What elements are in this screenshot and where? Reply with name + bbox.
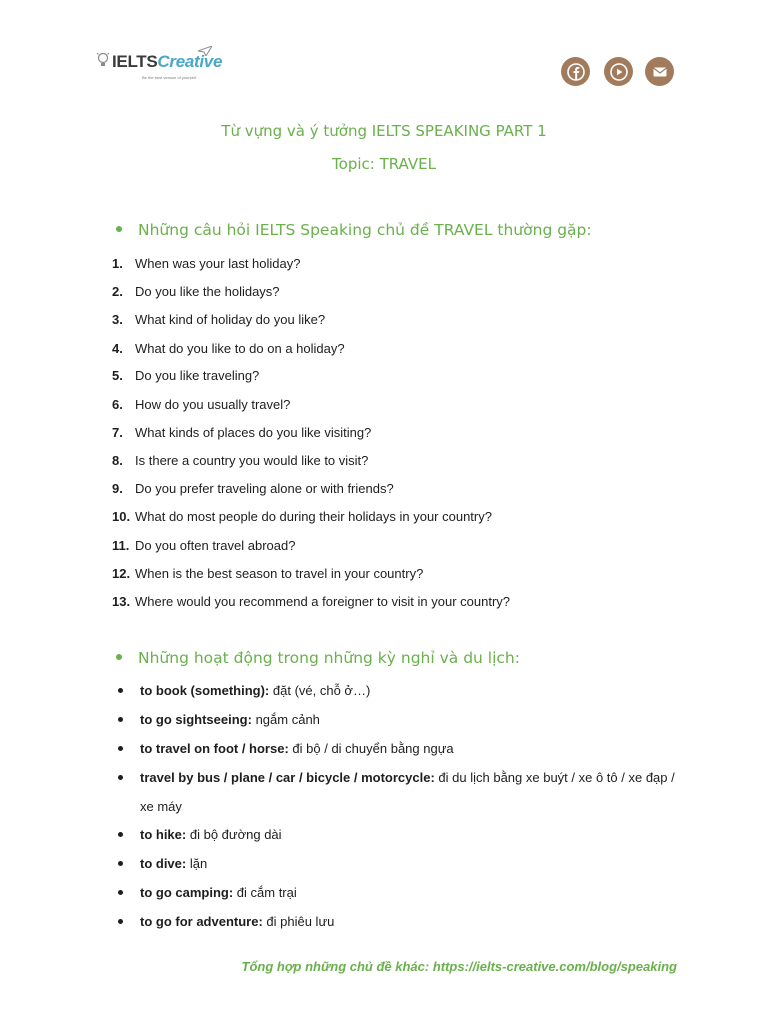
lightbulb-icon <box>96 52 110 68</box>
question-text: What do most people do during their holidays in your country? <box>135 509 492 524</box>
question-number: 3. <box>112 312 123 327</box>
question-item <box>112 481 394 496</box>
mail-button[interactable] <box>645 57 674 86</box>
vocab-term: to hike: <box>140 827 187 842</box>
question-item <box>112 341 345 356</box>
question-text: When is the best season to travel in your country? <box>135 566 424 581</box>
question-item <box>112 453 368 468</box>
question-number: 9. <box>112 481 123 496</box>
question-item <box>112 284 280 299</box>
question-number: 4. <box>112 341 123 356</box>
youtube-icon <box>610 63 628 81</box>
bullet-icon <box>116 654 122 660</box>
logo-tagline: Be the best version of yourself <box>142 75 196 80</box>
question-number: 10. <box>112 509 131 524</box>
question-item <box>112 256 300 271</box>
vocab-item <box>116 820 676 849</box>
question-number: 1. <box>112 256 123 271</box>
vocab-item <box>116 734 676 763</box>
logo-brand: IELTS <box>112 52 158 71</box>
vocab-term: to go for adventure: <box>140 914 263 929</box>
question-text: What do you like to do on a holiday? <box>135 341 345 356</box>
question-text: How do you usually travel? <box>135 397 291 412</box>
paper-plane-icon <box>198 46 212 56</box>
document-title: Từ vựng và ý tưởng IELTS SPEAKING PART 1 <box>221 122 547 140</box>
vocab-item <box>116 878 676 907</box>
question-text: Do you prefer traveling alone or with friends? <box>135 481 394 496</box>
bullet-icon <box>118 746 123 751</box>
footer-link[interactable]: Tổng hợp những chủ đề khác: https://ielts-creative.com/blog/speaking <box>241 959 677 974</box>
vocab-item <box>116 705 676 734</box>
question-number: 7. <box>112 425 123 440</box>
vocab-term: to travel on foot / horse: <box>140 741 289 756</box>
question-number: 8. <box>112 453 123 468</box>
question-number: 12. <box>112 566 131 581</box>
bullet-icon <box>116 226 122 232</box>
question-item <box>112 566 423 581</box>
vocab-term: to book (something): <box>140 683 270 698</box>
vocab-meaning: đặt (vé, chỗ ở…) <box>272 683 371 698</box>
question-number: 6. <box>112 397 123 412</box>
vocab-meaning: đi bộ / di chuyển bằng ngựa <box>292 741 454 756</box>
activities-heading-text: Những hoạt động trong những kỳ nghỉ và du lịch: <box>138 649 520 667</box>
vocab-meaning: đi bộ đường dài <box>189 827 282 842</box>
bullet-icon <box>118 890 123 895</box>
question-text: Do you like the holidays? <box>135 284 280 299</box>
question-text: Do you like traveling? <box>135 368 260 383</box>
question-item <box>112 397 290 412</box>
bullet-icon <box>118 688 123 693</box>
vocab-term: to go sightseeing: <box>140 712 252 727</box>
vocab-term: travel by bus / plane / car / bicycle / motorcycle: <box>140 770 435 785</box>
question-number: 13. <box>112 594 131 609</box>
question-item <box>112 538 295 553</box>
questions-heading-text: Những câu hỏi IELTS Speaking chủ đề TRAVEL thường gặp: <box>138 221 592 239</box>
question-text: Where would you recommend a foreigner to visit in your country? <box>135 594 511 609</box>
mail-icon <box>651 63 669 81</box>
facebook-button[interactable] <box>561 57 590 86</box>
logo-brand-accent: Creative <box>157 52 223 71</box>
bullet-icon <box>118 832 123 837</box>
youtube-button[interactable] <box>604 57 633 86</box>
vocab-meaning: lặn <box>189 856 208 871</box>
vocab-meaning: ngắm cảnh <box>255 712 320 727</box>
question-text: What kinds of places do you like visiting? <box>135 425 372 440</box>
activities-heading <box>116 649 520 667</box>
question-text: Do you often travel abroad? <box>135 538 296 553</box>
question-item <box>112 594 510 609</box>
bullet-icon <box>118 919 123 924</box>
bullet-icon <box>118 775 123 780</box>
vocab-meaning: đi du lịch bằng xe buýt / xe ô tô / xe đạp / xe máy <box>140 770 675 814</box>
question-item <box>112 312 325 327</box>
question-text: What kind of holiday do you like? <box>135 312 326 327</box>
vocab-meaning: đi cắm trại <box>236 885 297 900</box>
vocab-item <box>116 763 676 821</box>
vocab-item <box>116 849 676 878</box>
facebook-icon <box>567 63 585 81</box>
vocab-item <box>116 676 676 705</box>
bullet-icon <box>118 717 123 722</box>
question-item <box>112 368 259 383</box>
vocab-term: to go camping: <box>140 885 234 900</box>
question-text: Is there a country you would like to visit? <box>135 453 369 468</box>
vocab-item <box>116 907 676 936</box>
questions-heading <box>116 221 592 239</box>
question-item <box>112 425 371 440</box>
question-number: 5. <box>112 368 123 383</box>
vocab-term: to dive: <box>140 856 187 871</box>
vocab-meaning: đi phiêu lưu <box>266 914 335 929</box>
question-number: 11. <box>112 538 130 553</box>
question-item <box>112 509 492 524</box>
bullet-icon <box>118 861 123 866</box>
topic-title: Topic: TRAVEL <box>332 155 436 173</box>
question-number: 2. <box>112 284 123 299</box>
question-text: When was your last holiday? <box>135 256 301 271</box>
